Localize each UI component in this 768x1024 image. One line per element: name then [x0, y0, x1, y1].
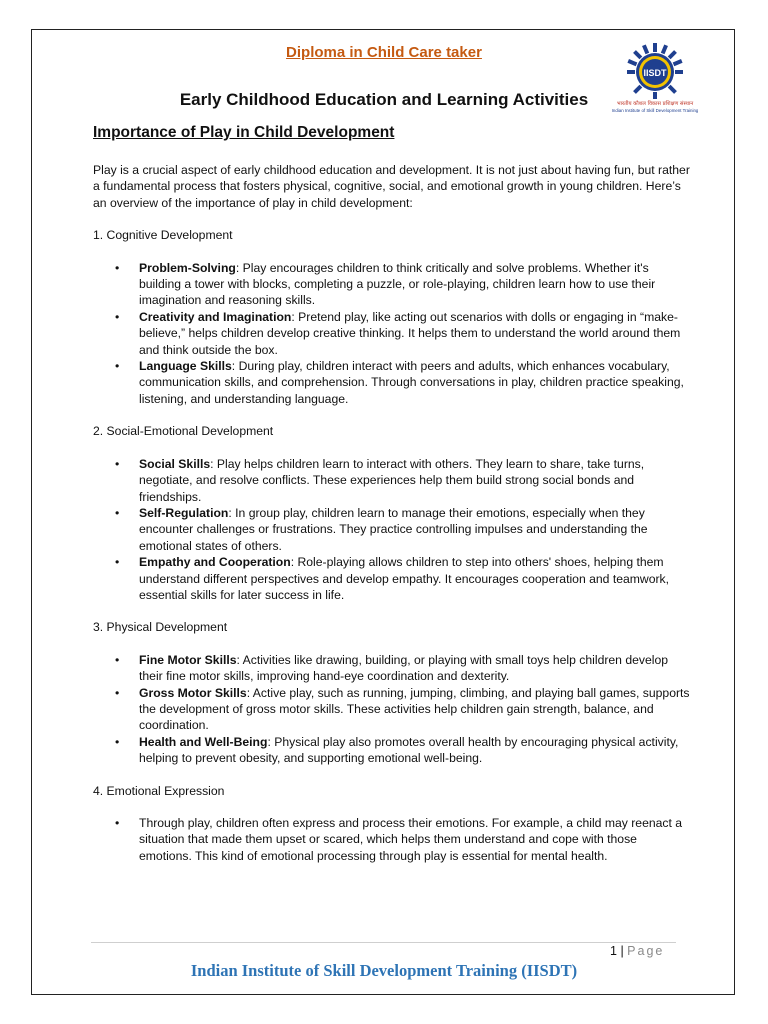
item-term: Fine Motor Skills [139, 652, 237, 667]
page-separator: | [620, 944, 624, 958]
section-physical [93, 619, 693, 766]
section-cognitive [93, 227, 693, 407]
list-item [115, 815, 693, 864]
logo-subtext: भारतीय कौशल विकास प्रशिक्षण संस्थान [616, 101, 694, 107]
page-number-value: 1 [610, 944, 617, 958]
section-emotional-expression [93, 783, 693, 865]
intro-paragraph: Play is a crucial aspect of early childhood education and development. It is not just about having fun, but rather a fundamental process that fosters physical, cognitive, social, and emotional growth in young children. Here’s an overview of the importance of play in child development: [93, 163, 690, 210]
list-item [115, 734, 693, 767]
item-term: Problem-Solving [139, 260, 236, 275]
bullet-icon: • [115, 309, 120, 324]
list-item [115, 652, 693, 685]
list-item [115, 309, 693, 358]
list-item [115, 685, 693, 734]
bullet-icon: • [115, 652, 120, 667]
page-label: Page [627, 944, 665, 958]
diploma-heading: Diploma in Child Care taker [286, 44, 482, 61]
section-heading: 1. Cognitive Development [93, 228, 233, 243]
bullet-list [93, 260, 693, 408]
item-text: : In group play, children learn to manage their emotions, especially when they encounter challenges or frustrations. They practice controlling impulses and understanding the emotional states of others. [139, 505, 648, 553]
item-term: Self-Regulation [139, 505, 229, 520]
document-body [93, 162, 693, 880]
bullet-list [93, 815, 693, 864]
bullet-icon: • [115, 456, 120, 471]
item-text: : During play, children interact with peers and adults, which enhances vocabulary, communication skills, and comprehension. Through conversations in play, children practice speaking, listening, and understanding language. [139, 359, 684, 406]
item-term: Creativity and Imagination [139, 309, 292, 324]
institute-footer: Indian Institute of Skill Development Training (IISDT) [190, 961, 578, 980]
item-text: Through play, children often express and process their emotions. For example, a child may reenact a situation that made them upset or scared, which helps them understand and cope with those emotions. This kind of emotional processing through play is essential for mental health. [139, 816, 683, 863]
item-term: Health and Well-Being [139, 734, 268, 749]
bullet-list [93, 652, 693, 767]
bullet-icon: • [115, 505, 120, 520]
bullet-icon: • [115, 260, 120, 275]
item-text: : Play encourages children to think critically and solve problems. Whether it's building a tower with blocks, completing a puzzle, or role-playing, children learn how to use their imagination and reasoning skills. [139, 260, 656, 308]
list-item [115, 505, 693, 554]
item-text: : Role-playing allows children to step into others' shoes, helping them understand different perspectives and develop empathy. It encourages cooperation and teamwork, essential skills for later success in life. [139, 555, 670, 602]
section-heading: 2. Social-Emotional Development [93, 424, 274, 439]
bullet-icon: • [115, 734, 120, 749]
logo-caption: Indian Institute of Skill Development Training [612, 108, 698, 113]
list-item [115, 554, 693, 603]
bullet-icon: • [115, 685, 120, 700]
item-term: Empathy and Cooperation [139, 555, 291, 570]
section-heading: 4. Emotional Expression [93, 783, 225, 798]
bullet-icon: • [115, 816, 120, 830]
item-term: Language Skills [139, 359, 232, 374]
bullet-list [93, 456, 693, 604]
item-text: : Pretend play, like acting out scenarios with dolls or engaging in “make-believe,” helps children develop creative thinking. It helps them to understand the world around them and think outside the box. [139, 309, 681, 357]
item-text: : Play helps children learn to interact with others. They learn to share, take turns, negotiate, and resolve conflicts. These experiences help them build strong social bonds and friendships. [139, 456, 645, 504]
item-text: : Active play, such as running, jumping, climbing, and playing ball games, supports the development of gross motor skills. These activities help children gain strength, balance, and coordination. [139, 685, 690, 733]
section-social-emotional [93, 423, 693, 603]
logo-text: IISDT [643, 68, 667, 78]
list-item [115, 456, 693, 505]
document-title: Early Childhood Education and Learning Activities [179, 90, 589, 109]
bullet-icon: • [115, 555, 120, 570]
section-subtitle: Importance of Play in Child Development [93, 124, 395, 141]
item-term: Gross Motor Skills [139, 685, 247, 700]
list-item [115, 260, 693, 309]
section-heading: 3. Physical Development [93, 620, 228, 635]
item-text: : Activities like drawing, building, or playing with small toys help children develop their fine motor skills, improving hand-eye coordination and dexterity. [139, 652, 669, 684]
bullet-icon: • [115, 359, 120, 374]
footer-divider [91, 942, 676, 943]
list-item [115, 358, 693, 407]
item-text: : Physical play also promotes overall health by encouraging physical activity, helping to prevent obesity, and supporting emotional well-being. [139, 734, 679, 766]
page-number [610, 944, 664, 958]
item-term: Social Skills [139, 456, 211, 471]
